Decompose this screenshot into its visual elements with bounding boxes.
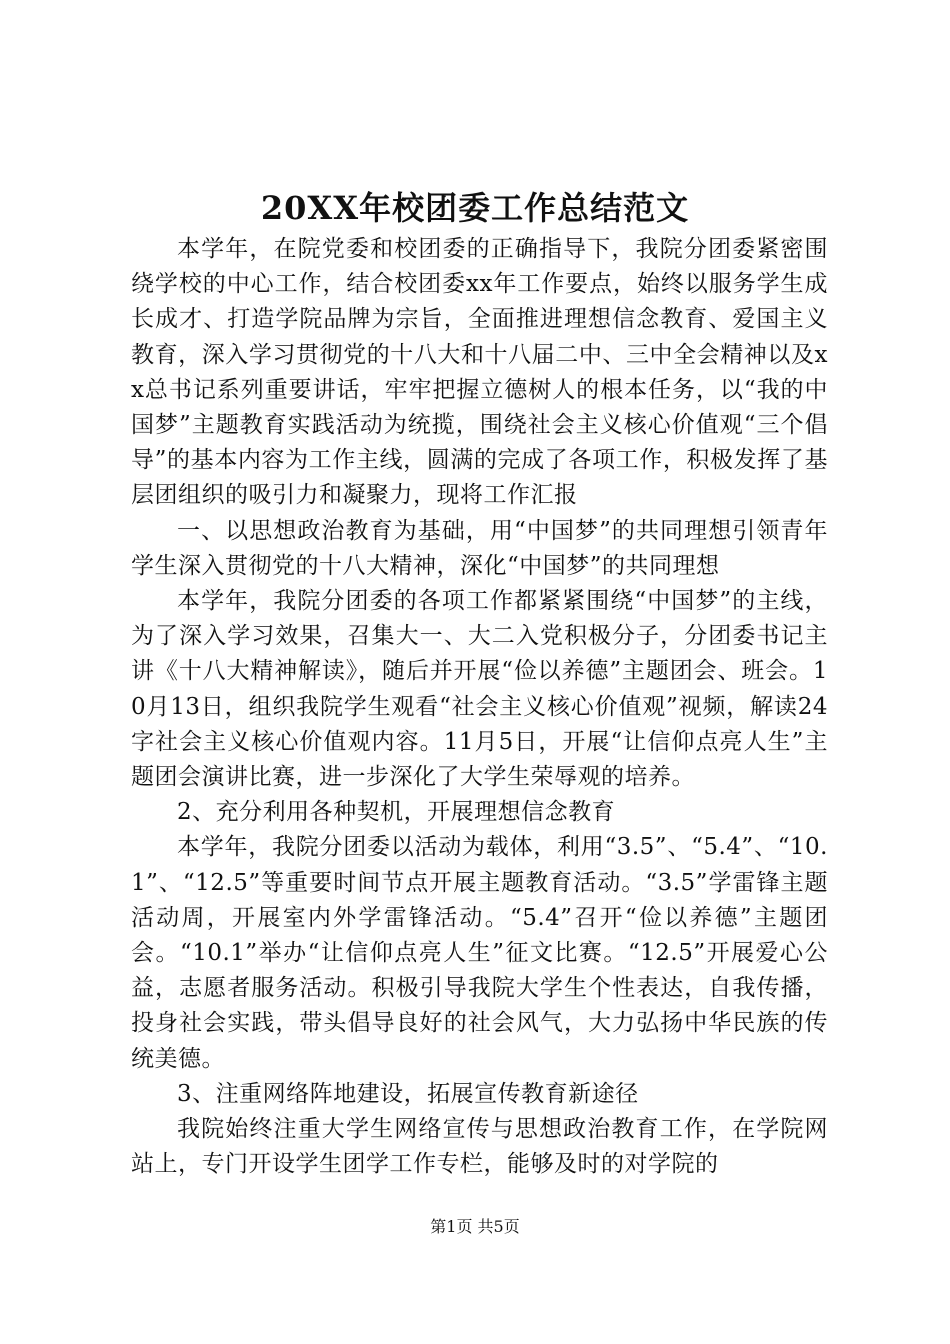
document-title: 20XX年校团委工作总结范文 (260, 189, 690, 227)
paragraph-section-1: 本学年，我院分团委的各项工作都紧紧围绕“中国梦”的主线，为了深入学习效果，召集大一、大二入党积极分子，分团委书记主讲《十八大精神解读》，随后并开展“俭以养德”主题团会、班会。10月13日，组织我院学生观看“社会主义核心价值观”视频，解读24字社会主义核心价值观内容。11月5日，开展“让信仰点亮人生”主题团会演讲比赛，进一步深化了大学生荣辱观的培养。 (131, 588, 828, 791)
paragraph-intro: 本学年，在院党委和校团委的正确指导下，我院分团委紧密围绕学校的中心工作，结合校团委xx年工作要点，始终以服务学生成长成才、打造学院品牌为宗旨，全面推进理想信念教育、爱国主义教育，深入学习贯彻党的十八大和十八届二中、三中全会精神以及xx总书记系列重要讲话，牢牢把握立德树人的根本任务，以“我的中国梦”主题教育实践活动为统揽，围绕社会主义核心价值观“三个倡导”的基本内容为工作主线，圆满的完成了各项工作，积极发挥了基层团组织的吸引力和凝聚力，现将工作汇报 (131, 236, 828, 509)
section-heading-2: 2、充分利用各种契机，开展理想信念教育 (177, 799, 616, 826)
section-heading-1: 一、以思想政治教育为基础，用“中国梦”的共同理想引领青年学生深入贯彻党的十八大精神，深化“中国梦”的共同理想 (131, 517, 828, 579)
page-footer: 第1页 共5页 (430, 1217, 520, 1236)
document-body (131, 232, 828, 1182)
paragraph-section-2: 本学年，我院分团委以活动为载体，利用“3.5”、“5.4”、“10.1”、“12.5”等重要时间节点开展主题教育活动。“3.5”学雷锋主题活动周，开展室内外学雷锋活动。“5.4”召开“俭以养德”主题团会。“10.1”举办“让信仰点亮人生”征文比赛。“12.5”开展爱心公益，志愿者服务活动。积极引导我院大学生个性表达，自我传播，投身社会实践，带头倡导良好的社会风气，大力弘扬中华民族的传统美德。 (131, 834, 828, 1072)
paragraph-section-3: 我院始终注重大学生网络宣传与思想政治教育工作，在学院网站上，专门开设学生团学工作专栏，能够及时的对学院的 (131, 1116, 828, 1178)
section-heading-3: 3、注重网络阵地建设，拓展宣传教育新途径 (177, 1080, 639, 1107)
